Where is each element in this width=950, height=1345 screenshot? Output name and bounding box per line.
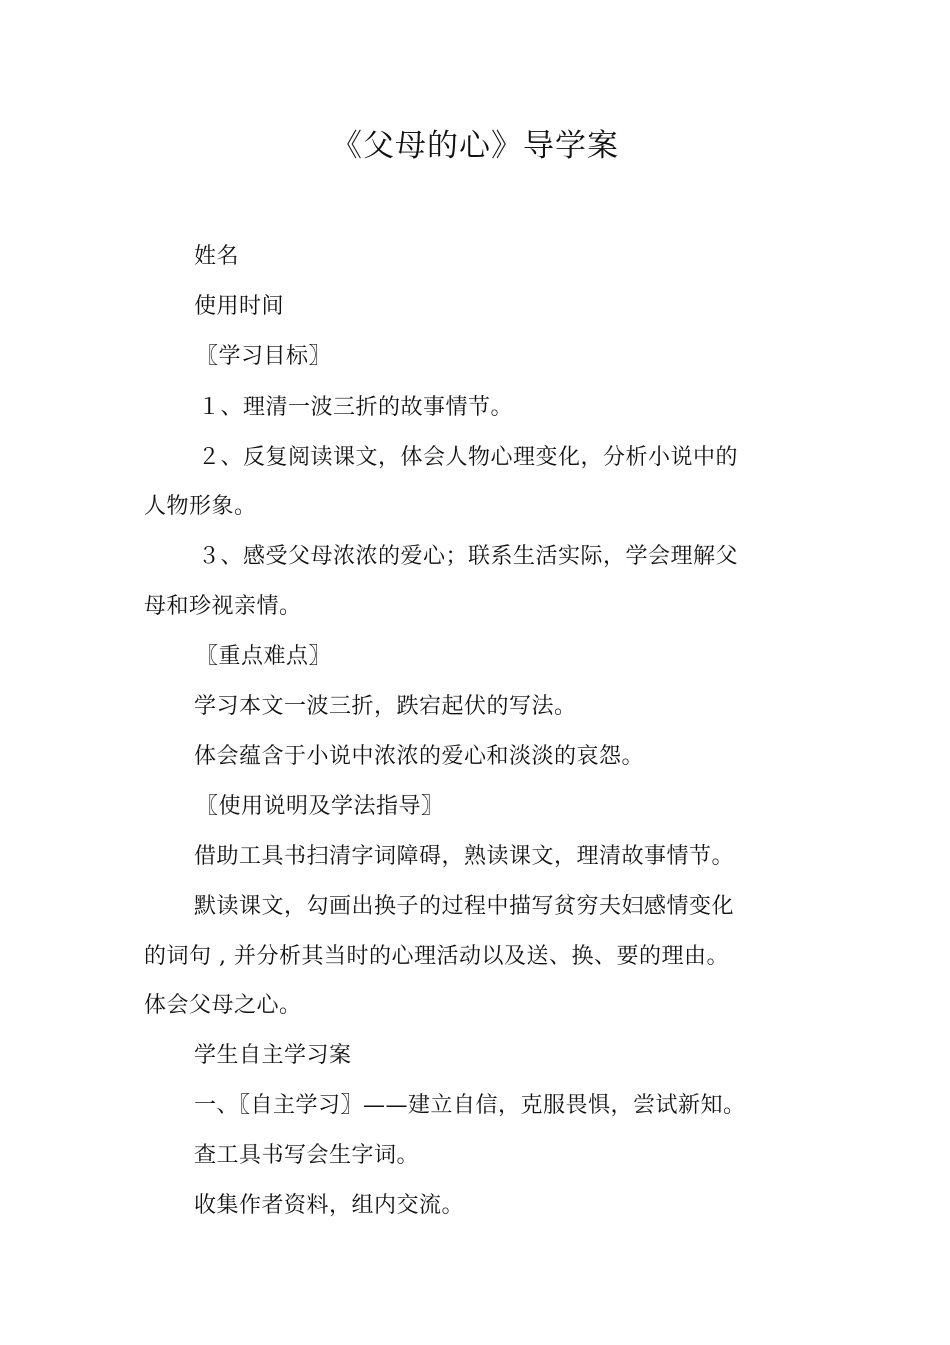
key-point-2: 体会蕴含于小说中浓浓的爱心和淡淡的哀怨。 [194, 744, 645, 769]
usage-2-line-2: 的词句 , 并分析其当时的心理活动以及送、换、要的理由。 [144, 944, 729, 969]
goal-1: １、理清一波三折的故事情节。 [198, 395, 514, 420]
self-study-heading: 学生自主学习案 [194, 1043, 352, 1068]
usage-heading: 〖使用说明及学法指导〗 [196, 794, 444, 819]
usage-2-line-3: 体会父母之心。 [144, 993, 302, 1018]
time-label: 使用时间 [194, 294, 285, 319]
goals-heading: 〖学习目标〗 [196, 344, 332, 369]
key-point-1: 学习本文一波三折，跌宕起伏的写法。 [194, 694, 577, 719]
name-label: 姓名 [194, 244, 240, 269]
goal-2-line-1: ２、反复阅读课文，体会人物心理变化，分析小说中的 [198, 445, 739, 470]
usage-2-line-1: 默读课文，勾画出换子的过程中描写贫穷夫妇感情变化 [194, 894, 735, 919]
document-title: 《父母的心》导学案 [331, 128, 619, 164]
task-1: 查工具书写会生字词。 [194, 1143, 420, 1168]
goal-3-line-1: ３、感受父母浓浓的爱心；联系生活实际，学会理解父 [198, 544, 739, 569]
goal-2-line-2: 人物形象。 [144, 494, 257, 519]
usage-1: 借助工具书扫清字词障碍，熟读课文，理清故事情节。 [194, 844, 735, 869]
section-1-heading: 一、〖自主学习〗——建立自信，克服畏惧，尝试新知。 [194, 1093, 746, 1118]
goal-3-line-2: 母和珍视亲情。 [144, 594, 302, 619]
task-2: 收集作者资料，组内交流。 [194, 1193, 465, 1218]
key-heading: 〖重点难点〗 [196, 644, 332, 669]
